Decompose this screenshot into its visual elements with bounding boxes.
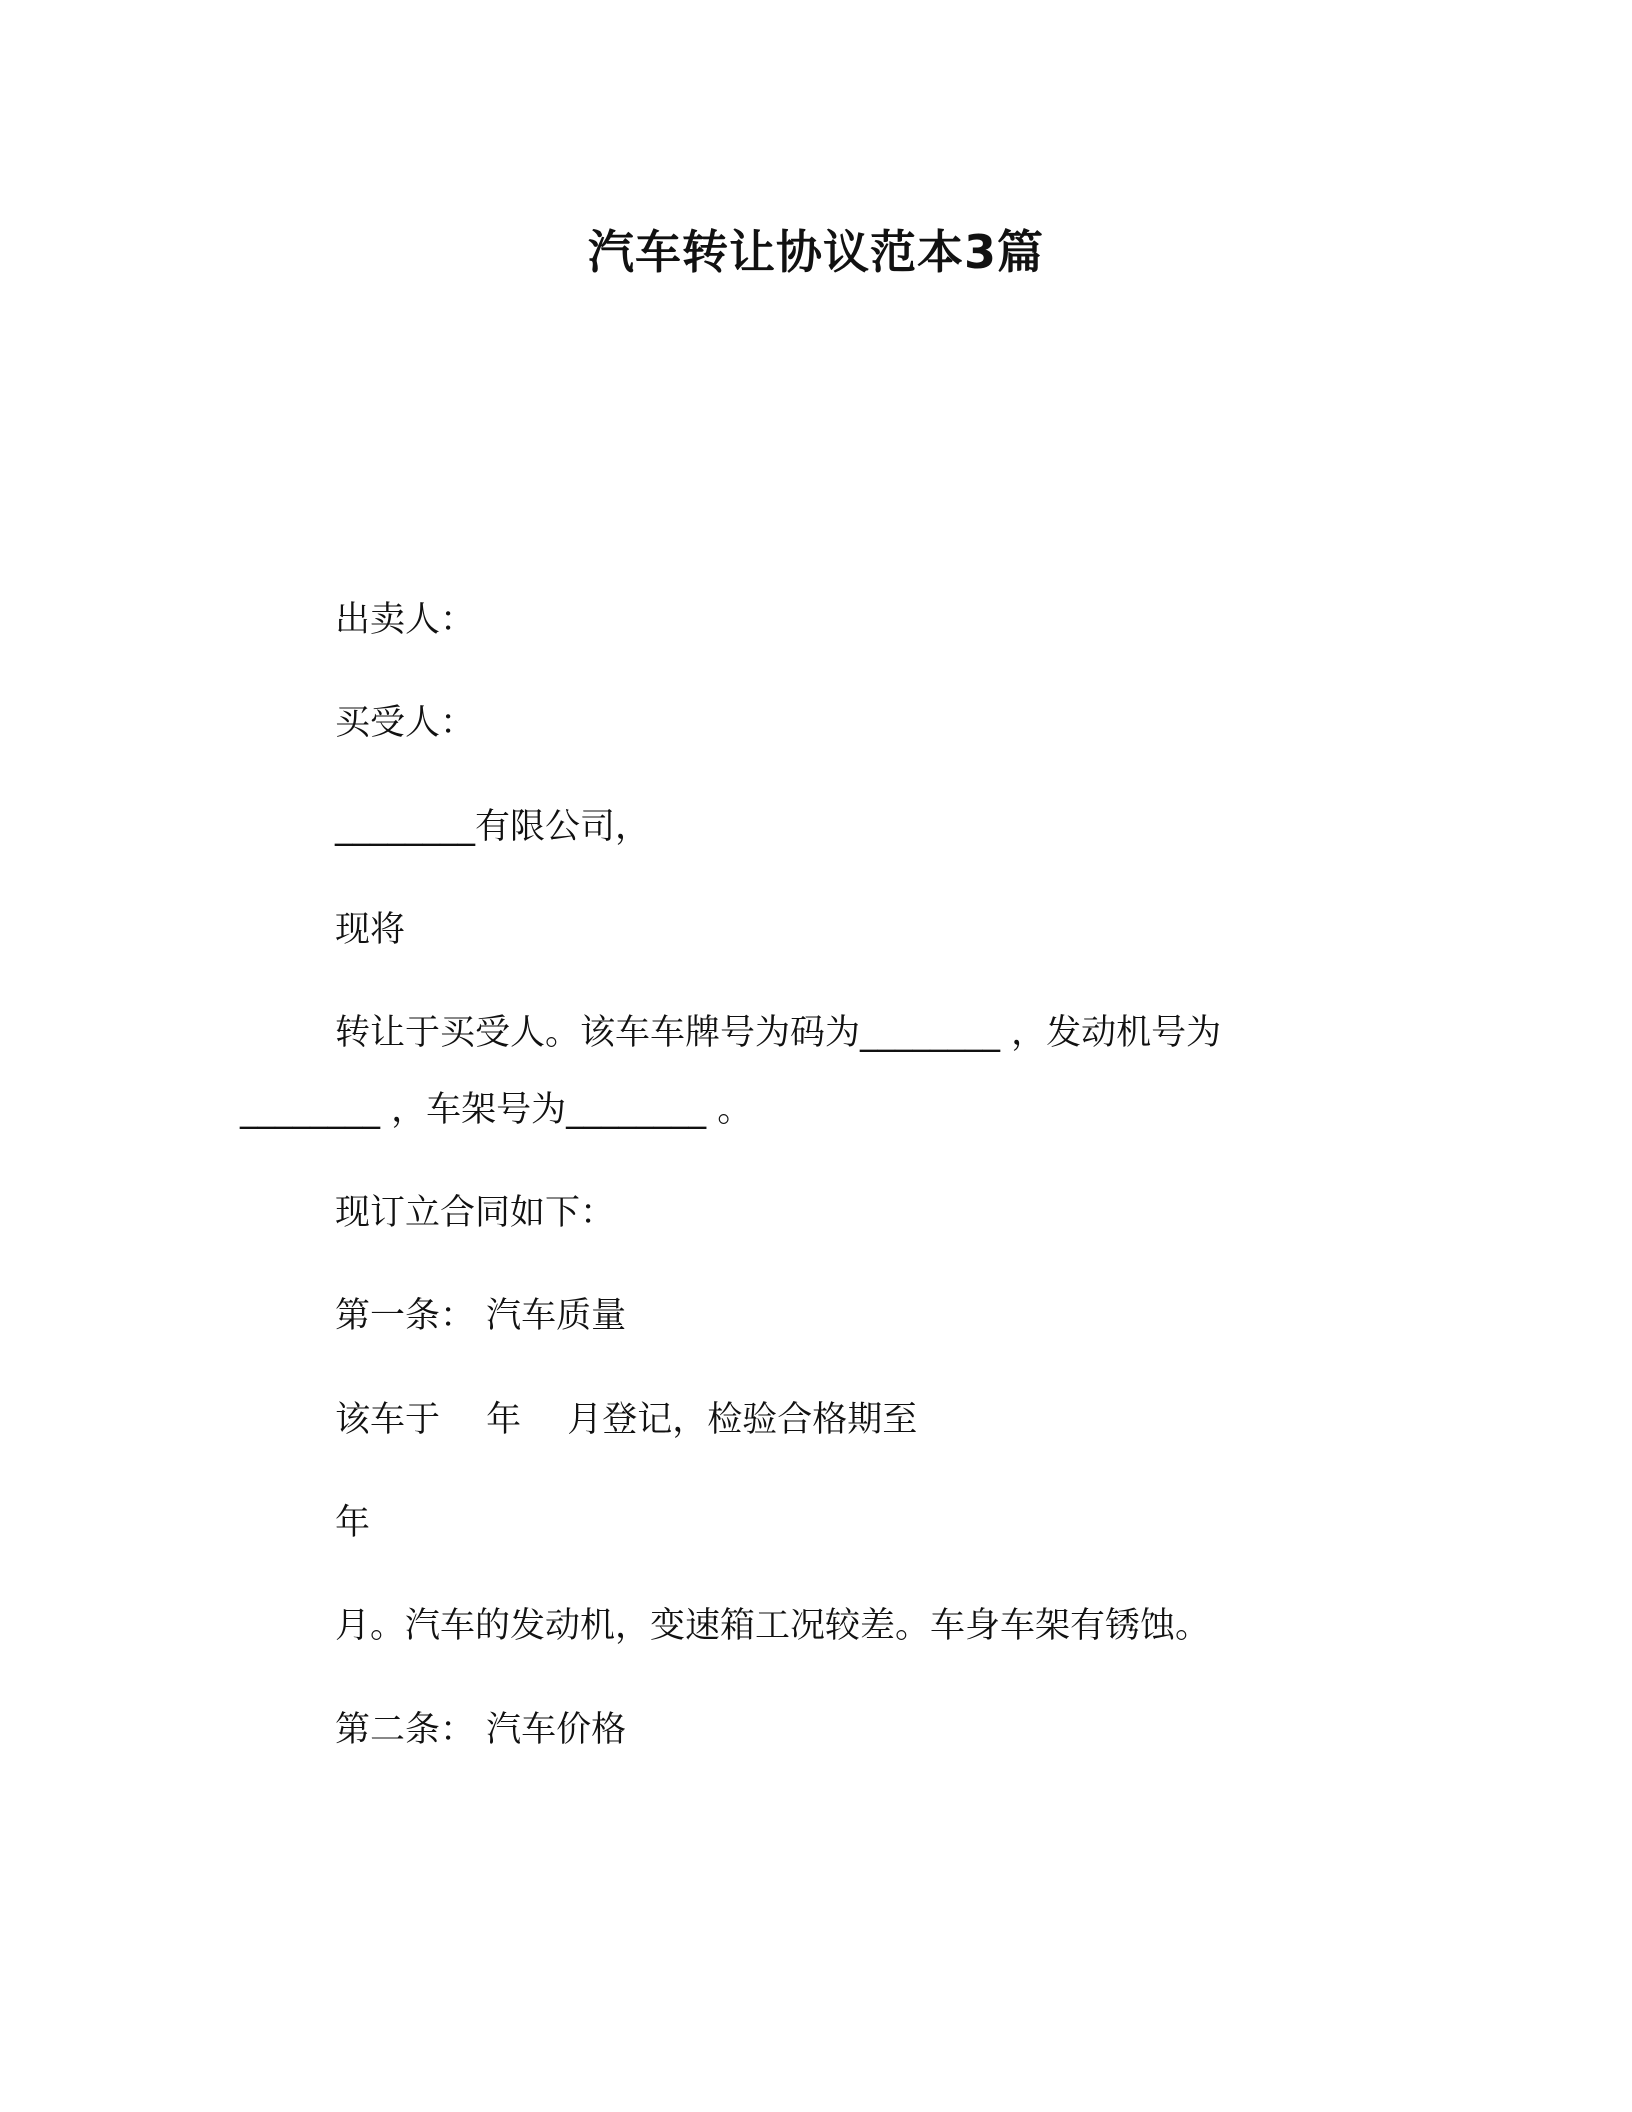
seller-line: 出卖人：	[335, 600, 476, 640]
company-line: ________有限公司，	[335, 807, 651, 847]
paragraph-line: 现订立合同如下：	[335, 1193, 616, 1233]
paragraph-line: 转让于买受人。该车车牌号为码为________ ，发动机号为	[335, 1013, 1222, 1053]
paragraph-line: 月。汽车的发动机，变速箱工况较差。车身车架有锈蚀。	[335, 1606, 1211, 1646]
paragraph-line: 该车于 年 月登记，检验合格期至	[335, 1400, 918, 1440]
article-heading: 第一条： 汽车质量	[335, 1296, 627, 1336]
buyer-line: 买受人：	[335, 703, 476, 743]
article-heading: 第二条： 汽车价格	[335, 1710, 627, 1750]
document-title: 汽车转让协议范本3篇	[587, 225, 1044, 279]
paragraph-line: 年	[335, 1503, 371, 1543]
paragraph-line: 现将	[335, 910, 406, 950]
paragraph-line: ________ ，车架号为________ 。	[240, 1090, 753, 1130]
